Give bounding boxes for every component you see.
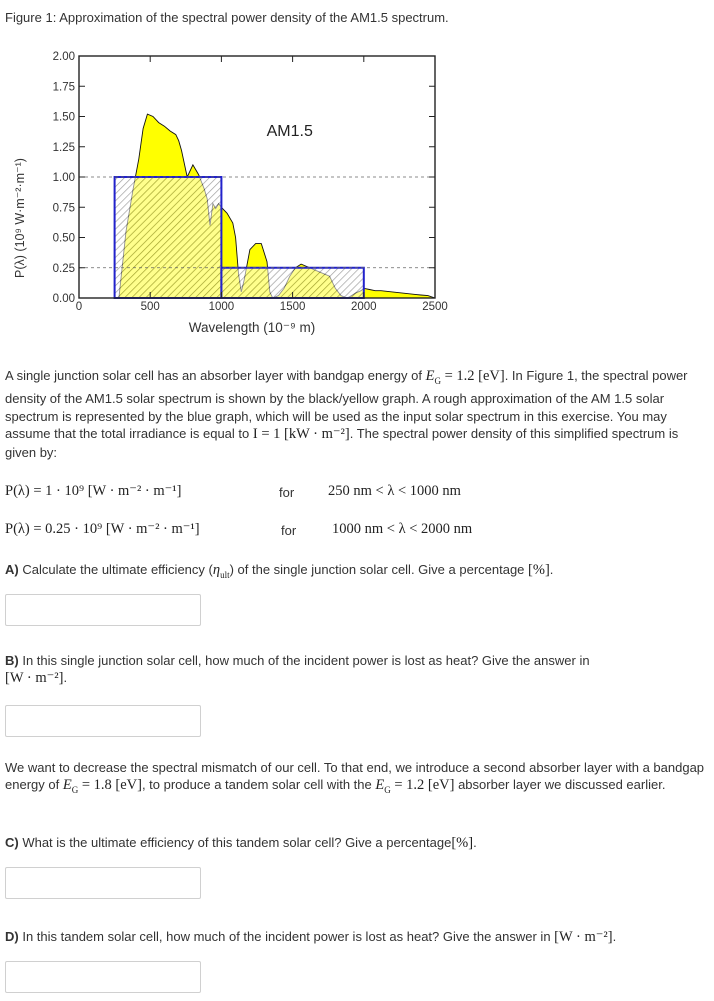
y-tick-label: 1.75 — [52, 81, 75, 94]
x-axis-label: Wavelength (10⁻⁹ m) — [188, 320, 316, 335]
y-tick-label: 0.75 — [52, 202, 75, 215]
y-tick-label: 0.25 — [52, 262, 75, 275]
equation-2-range: 1000 nm < λ < 2000 nm — [332, 521, 473, 537]
answer-a-input[interactable] — [5, 594, 201, 626]
equation-2-for: for — [281, 523, 297, 538]
y-tick-label: 0.50 — [52, 232, 75, 245]
question-d: D) In this tandem solar cell, how much of the incident power is lost as heat? Give the answer in [W · m⁻²]. — [5, 929, 617, 945]
x-tick-label: 1000 — [208, 301, 235, 313]
figure-caption: Figure 1: Approximation of the spectral power density of the AM1.5 spectrum. — [5, 10, 449, 25]
tandem-intro: We want to decrease the spectral mismatch of our cell. To that end, we introduce a second absorber layer with a bandgap energy of $E_G = 1.8$ [eV], to produce a tandem solar cell with the $E_G = 1.2$ [eV] absorber layer we discussed earlier. — [5, 760, 705, 796]
problem-intro: A single junction solar cell has an absorber layer with bandgap energy of $E_G = 1.2$ [eV]. In Figure 1, the spectral power density of the AM1.5 solar spectrum is shown by the black/yellow graph. A rough approximation of the AM 1.5 solar spectrum is represented by the blue graph, which will be used as the input solar spectrum in this exercise. You may assume that the total irradiance is equal to I = 1 [kW · m⁻²]. The spectral power density of this simplified spectrum is given by: — [5, 368, 688, 460]
y-tick-label: 1.50 — [52, 111, 75, 124]
equation-1-for: for — [279, 485, 295, 500]
am15-spectrum-chart — [0, 40, 470, 340]
x-tick-label: 1500 — [279, 301, 306, 313]
y-tick-label: 1.25 — [52, 141, 75, 154]
x-tick-label: 2000 — [351, 301, 377, 313]
y-tick-label: 0.00 — [52, 293, 75, 305]
x-tick-label: 2500 — [422, 301, 448, 313]
x-tick-label: 500 — [140, 301, 160, 313]
equation-1: P(λ) = 1 · 10⁹ [W · m⁻² · m⁻¹] — [5, 483, 182, 499]
answer-c-input[interactable] — [5, 867, 201, 899]
y-axis-label: P(λ) (10⁹ W·m⁻²·m⁻¹) — [13, 158, 27, 278]
equation-1-range: 250 nm < λ < 1000 nm — [328, 483, 461, 499]
x-tick-label: 0 — [75, 301, 83, 313]
am15-annotation: AM1.5 — [266, 122, 313, 140]
question-c: C) What is the ultimate efficiency of this tandem solar cell? Give a percentage[%]. — [5, 835, 477, 851]
approximation-box-1 — [115, 177, 222, 298]
answer-d-input[interactable] — [5, 961, 201, 993]
question-b: B) In this single junction solar cell, how much of the incident power is lost as heat? Give the answer in [W · m⁻²]. — [5, 653, 590, 687]
question-a: A) Calculate the ultimate efficiency $(\eta_{ult})$ of the single junction solar cell. Give a percentage [%]. — [5, 562, 554, 580]
answer-b-input[interactable] — [5, 705, 201, 737]
y-tick-label: 2.00 — [52, 51, 75, 63]
equation-2: P(λ) = 0.25 · 10⁹ [W · m⁻² · m⁻¹] — [5, 521, 200, 537]
y-tick-label: 1.00 — [52, 172, 75, 184]
